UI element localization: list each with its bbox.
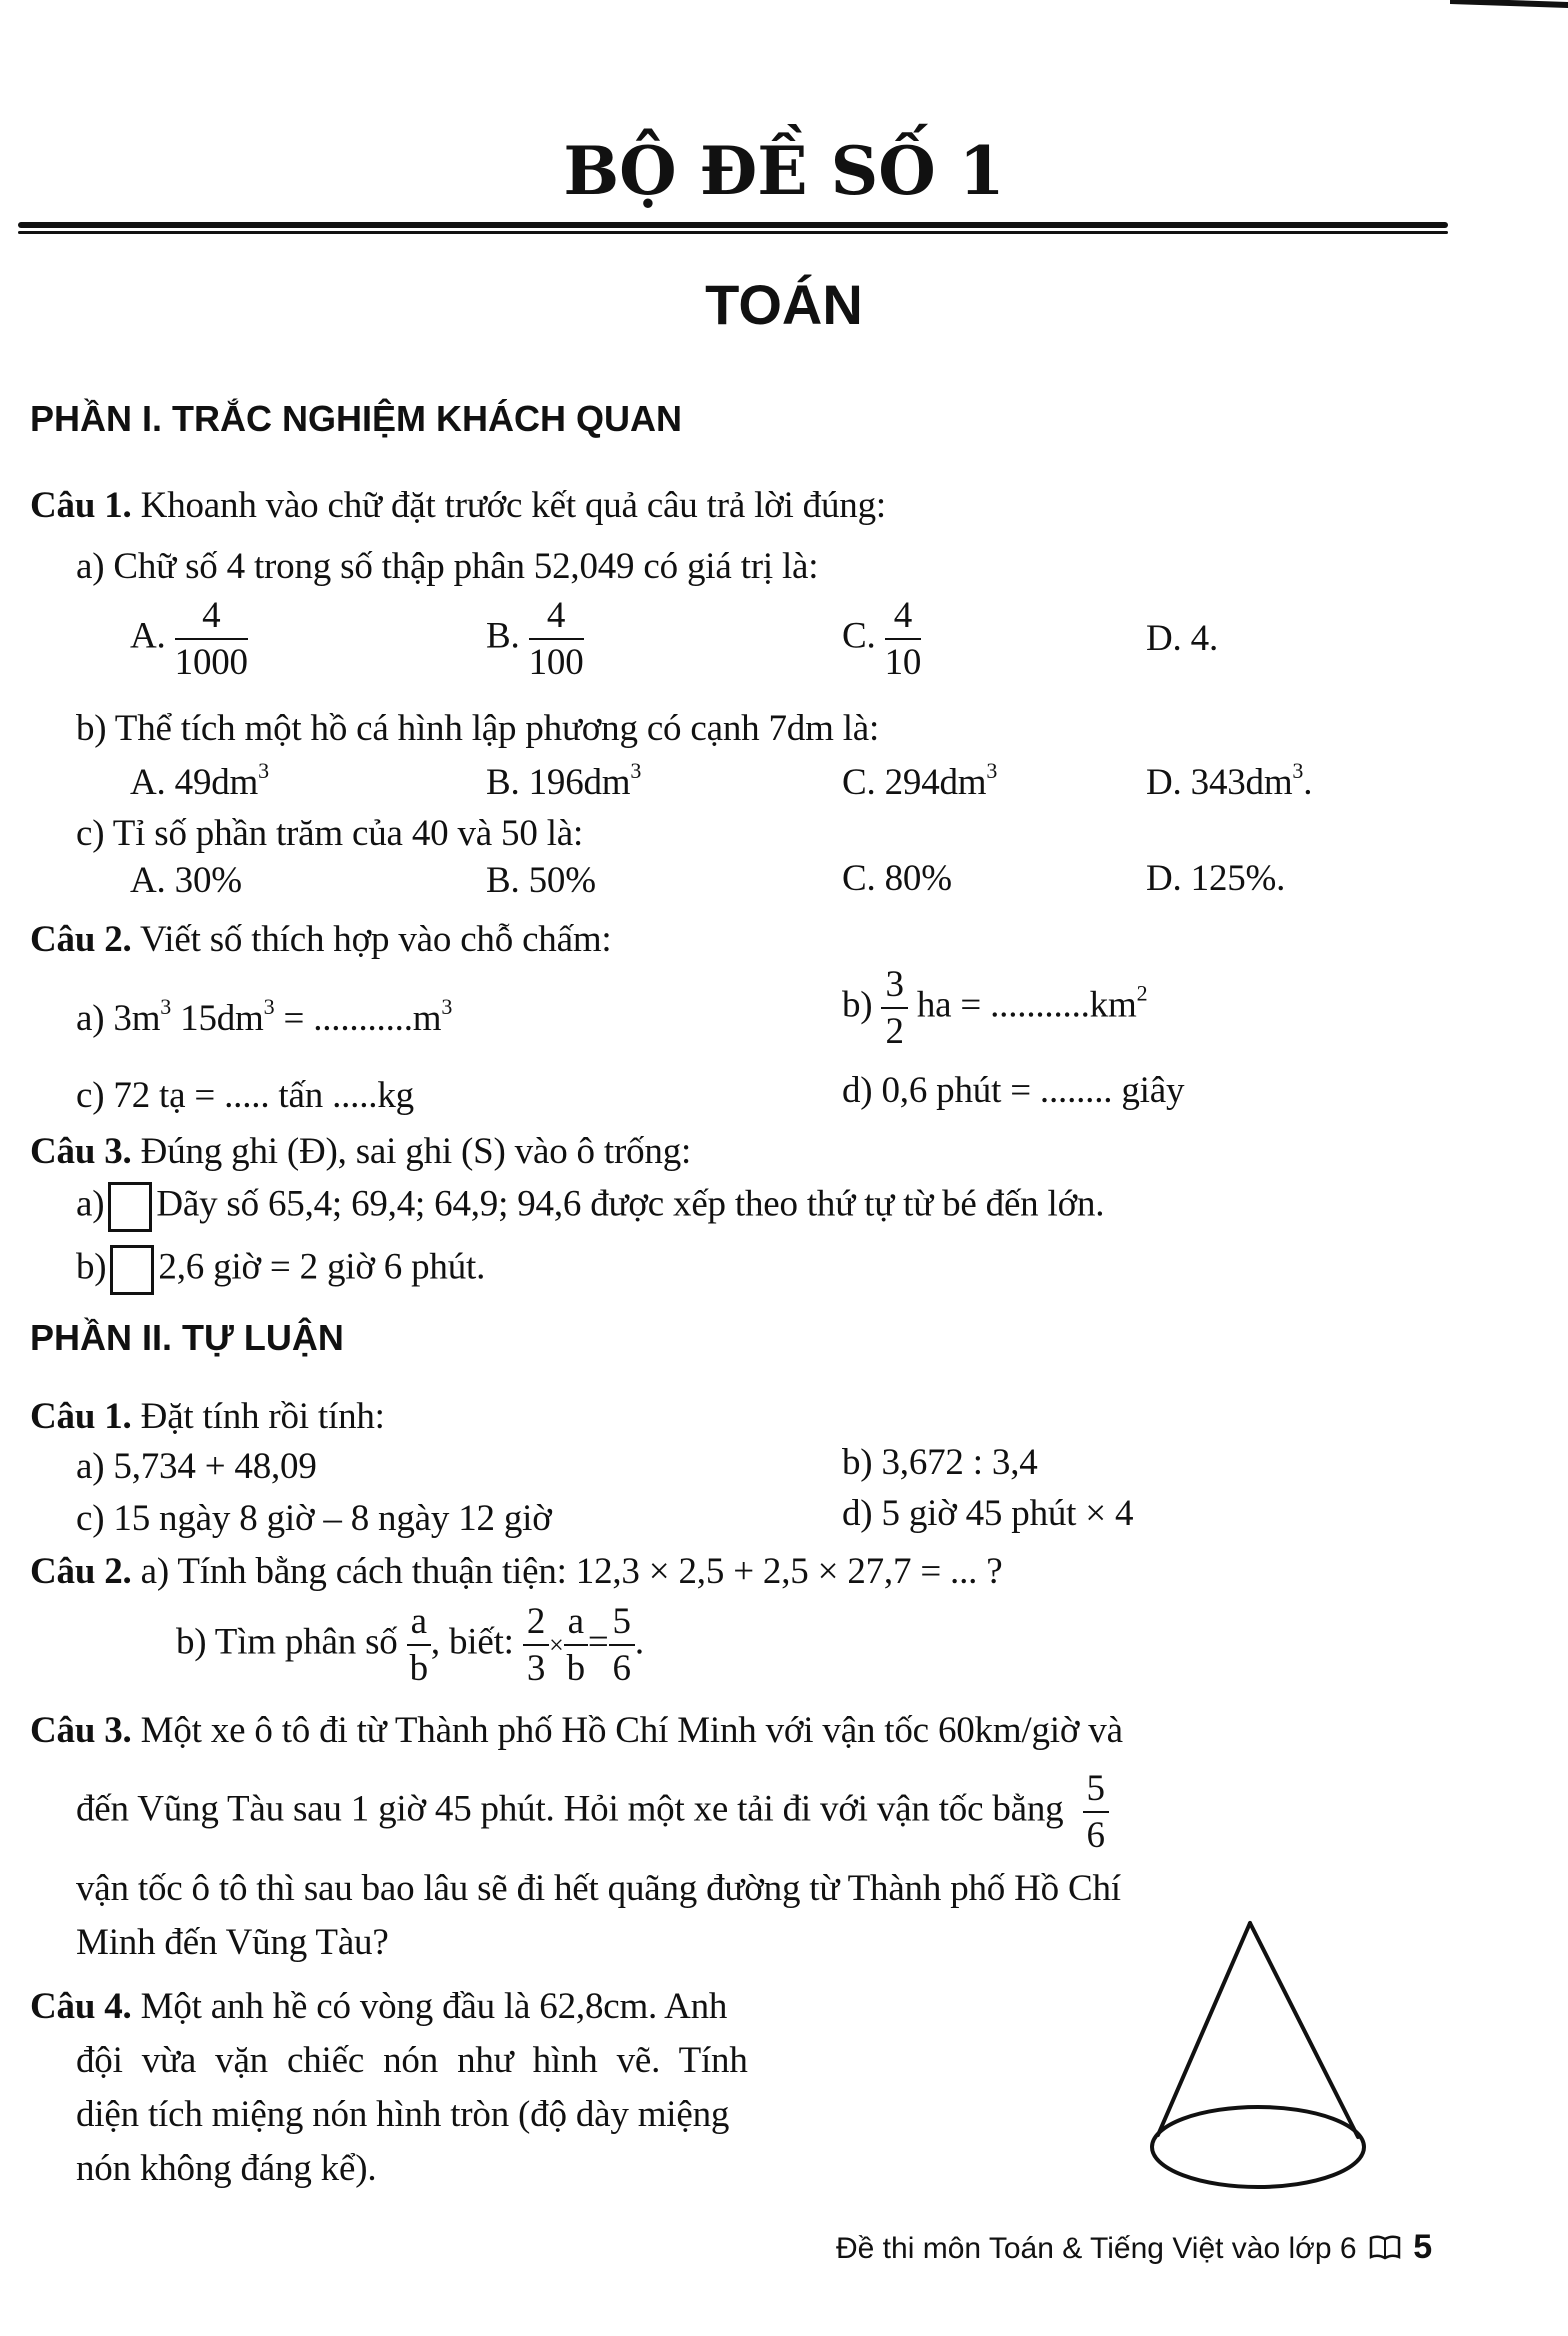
fraction: $\frac{3}{2}$ [881, 966, 907, 1050]
q1c-option-a[interactable]: A. 30% [130, 860, 242, 901]
part2-q4-line3: diện tích miệng nón hình tròn (độ dày miệng [76, 2094, 730, 2135]
part2-q3-line2: đến Vũng Tàu sau 1 giờ 45 phút. Hỏi một xe tải đi với vận tốc bằng $\frac{5}{6}$ [76, 1770, 1109, 1854]
part1-q3: Câu 3. Đúng ghi (Đ), sai ghi (S) vào ô trống: [30, 1131, 692, 1172]
part2-q2a: Câu 2. a) Tính bằng cách thuận tiện: 12,3 × 2,5 + 2,5 × 27,7 = ... ? [30, 1551, 1003, 1592]
q1a-option-c[interactable]: C. $\frac{4}{10}$ [842, 595, 922, 683]
fraction: $\frac{5}{6}$ [1083, 1770, 1109, 1854]
fraction: $\frac{4}{10}$ [884, 595, 922, 683]
page-title: BỘ ĐỀ SỐ 1 [563, 132, 1005, 210]
q2-item-a: a) $3m^3$ $15dm^3 = ...........m^3$ [76, 994, 453, 1039]
page-edge-mark [1450, 0, 1568, 8]
subject-heading: TOÁN [705, 273, 863, 336]
part2-q2b: b) Tìm phân số $\frac{a}{b}$ , biết: $\frac{2}{3}$ × $\frac{a}{b}$ = $\frac{5}{6}$ . [176, 1601, 644, 1689]
p2-q1-item-c: c) 15 ngày 8 giờ – 8 ngày 12 giờ [76, 1498, 552, 1539]
part1-heading: PHẦN I. TRẮC NGHIỆM KHÁCH QUAN [30, 398, 682, 439]
p2-q1-item-b: b) 3,672 : 3,4 [842, 1442, 1038, 1483]
q1c-option-c[interactable]: C. 80% [842, 858, 952, 899]
cone-figure [1140, 1915, 1380, 2205]
q1b-option-d[interactable]: D. $343dm^3$. [1146, 758, 1313, 803]
fraction: $\frac{a}{b}$ [407, 1603, 431, 1687]
part1-q2: Câu 2. Viết số thích hợp vào chỗ chấm: [30, 919, 612, 960]
part2-q3-line4: Minh đến Vũng Tàu? [76, 1922, 389, 1963]
fraction: $\frac{4}{1000}$ [174, 595, 248, 683]
q2-item-b: b) $\frac{3}{2}$ ha = $...........km^2$ [842, 964, 1148, 1052]
page-footer [836, 2228, 1432, 2267]
part1-q1a-text: a) Chữ số 4 trong số thập phân 52,049 có giá trị là: [76, 546, 819, 587]
part1-q1c-text: c) Tỉ số phần trăm của 40 và 50 là: [76, 813, 584, 854]
q1b-option-a[interactable]: A. $49dm^3$ [130, 758, 269, 803]
fraction: $\frac{5}{6}$ [609, 1603, 635, 1687]
part2-q4-line4: nón không đáng kể). [76, 2148, 377, 2189]
part2-heading: PHẦN II. TỰ LUẬN [30, 1317, 344, 1358]
question-label: Câu 1. [30, 485, 132, 526]
q2-item-d: d) 0,6 phút = ........ giây [842, 1070, 1185, 1111]
q3-item-a: a) Dãy số 65,4; 69,4; 64,9; 94,6 được xếp theo thứ tự từ bé đến lớn. [76, 1182, 1104, 1232]
q1b-option-b[interactable]: B. $196dm^3$ [486, 758, 642, 803]
q3-item-b: b) 2,6 giờ = 2 giờ 6 phút. [76, 1245, 485, 1295]
part1-q1 [30, 487, 886, 524]
answer-box-a[interactable] [108, 1182, 152, 1232]
part2-q4-line2: đội vừa vặn chiếc nón như hình vẽ. Tính [76, 2040, 748, 2081]
question-text: Khoanh vào chữ đặt trước kết quả câu trả lời đúng: [140, 485, 886, 526]
q1c-option-b[interactable]: B. 50% [486, 860, 596, 901]
footer-text: Đề thi môn Toán & Tiếng Việt vào lớp 6 [836, 2232, 1357, 2265]
book-icon [1369, 2234, 1401, 2260]
answer-box-b[interactable] [110, 1245, 154, 1295]
q1c-option-d[interactable]: D. 125%. [1146, 858, 1286, 899]
q1a-option-b[interactable]: B. $\frac{4}{100}$ [486, 595, 584, 683]
part2-q3-line1: Câu 3. Một xe ô tô đi từ Thành phố Hồ Chí Minh với vận tốc 60km/giờ và [30, 1710, 1123, 1751]
p2-q1-item-a: a) 5,734 + 48,09 [76, 1446, 317, 1487]
double-rule-divider [18, 222, 1448, 234]
page-number: 5 [1413, 2228, 1433, 2266]
part2-q3-line3: vận tốc ô tô thì sau bao lâu sẽ đi hết quãng đường từ Thành phố Hồ Chí [76, 1868, 1121, 1909]
q1a-option-a[interactable]: A. $\frac{4}{1000}$ [130, 595, 248, 683]
q1b-option-c[interactable]: C. $294dm^3$ [842, 758, 998, 803]
fraction: $\frac{a}{b}$ [564, 1603, 588, 1687]
part2-q4-line1: Câu 4. Một anh hề có vòng đầu là 62,8cm. Anh [30, 1986, 728, 2027]
p2-q1-item-d: d) 5 giờ 45 phút × 4 [842, 1493, 1134, 1534]
q2-item-c: c) 72 tạ = ..... tấn .....kg [76, 1075, 414, 1116]
part2-q1: Câu 1. Đặt tính rồi tính: [30, 1396, 385, 1437]
fraction: $\frac{2}{3}$ [523, 1603, 549, 1687]
fraction: $\frac{4}{100}$ [528, 595, 584, 683]
part1-q1b-text: b) Thể tích một hồ cá hình lập phương có cạnh 7dm là: [76, 708, 880, 749]
q1a-option-d[interactable]: D. 4. [1146, 618, 1218, 659]
